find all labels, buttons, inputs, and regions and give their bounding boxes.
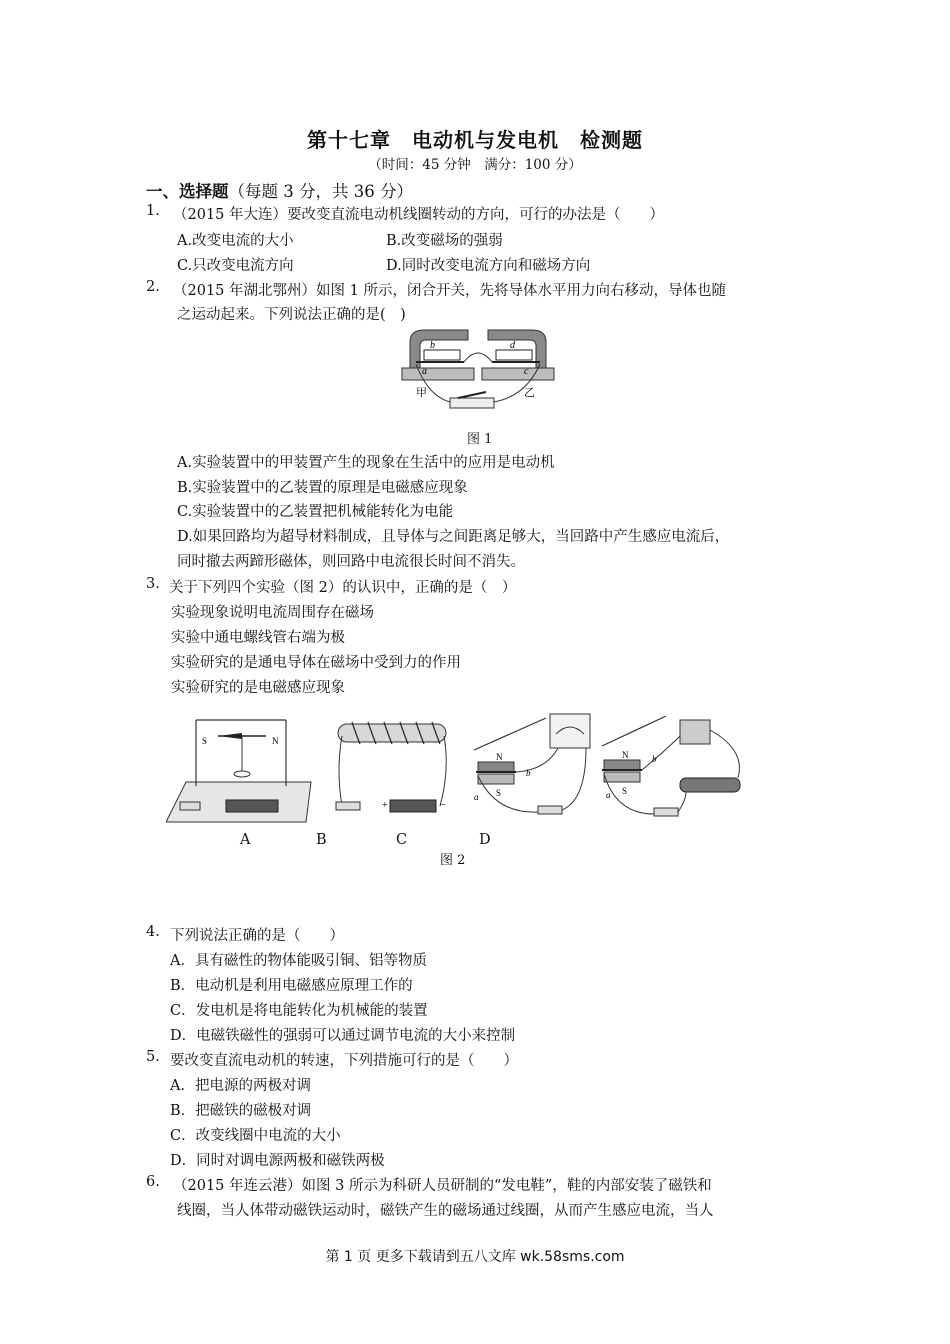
q2-option-c: C.实验装置中的乙装置把机械能转化为电能 (177, 504, 454, 520)
figure-2-caption: 图 2 (440, 853, 466, 868)
q3-number: 3. (146, 576, 160, 592)
label-yi: 乙 (524, 387, 535, 399)
label-b: b (430, 340, 435, 351)
label-a-d2: a (606, 790, 611, 800)
experiment-d-rheostat (602, 716, 740, 816)
rheostat (680, 778, 740, 792)
label-plus: + (382, 800, 388, 811)
label-c: c (524, 366, 529, 377)
galvanometer (550, 714, 590, 748)
battery-bc (390, 800, 436, 812)
q1-option-d: D.同时改变电流方向和磁场方向 (386, 258, 591, 274)
q1-option-a: A.改变电流的大小 (177, 233, 294, 249)
q4-stem: 下列说法正确的是（ ） (170, 928, 344, 944)
q4-option-b: B．电动机是利用电磁感应原理工作的 (170, 978, 413, 994)
q5-option-a: A．把电源的两极对调 (170, 1078, 311, 1094)
page-title: 第十七章 电动机与发电机 检测题 (307, 128, 643, 152)
q3-stem: 关于下列四个实验（图 2）的认识中，正确的是（ ） (169, 580, 517, 596)
q3-statement-3: 实验研究的是通电导体在磁场中受到力的作用 (171, 655, 461, 671)
switch-lever (458, 392, 486, 398)
q6-stem-line1: （2015 年连云港）如图 3 所示为科研人员研制的“发电鞋”，鞋的内部安装了磁铁和 (173, 1178, 712, 1194)
q5-number: 5. (146, 1049, 160, 1065)
q2-number: 2. (146, 279, 160, 295)
q1-option-b: B.改变磁场的强弱 (386, 233, 503, 249)
battery-a (226, 800, 278, 812)
figure-2-letter-b: B (316, 832, 327, 848)
q2-option-d-line1: D.如果回路均为超导材料制成，且导体与之间距离足够大，当回路中产生感应电流后， (177, 529, 730, 545)
switch-a (180, 802, 200, 810)
label-a-d1: a (474, 792, 479, 802)
q4-number: 4. (146, 924, 160, 940)
switch-base (450, 398, 494, 408)
right-base (482, 368, 554, 380)
exam-meta: （时间：45 分钟 满分：100 分） (368, 157, 582, 173)
battery-d2 (680, 720, 710, 744)
experiment-d-galvanometer (474, 714, 590, 814)
left-base (402, 368, 474, 380)
q1-number: 1. (146, 203, 160, 219)
q6-stem-line2: 线圈，当人体带动磁铁运动时，磁铁产生的磁场通过线圈，从而产生感应电流，当人 (177, 1203, 714, 1219)
label-b-d1: b (526, 768, 531, 778)
q4-option-a: A．具有磁性的物体能吸引铜、铝等物质 (170, 953, 427, 969)
q6-number: 6. (146, 1174, 160, 1190)
section-heading (146, 178, 413, 202)
experiment-b-c (336, 722, 446, 812)
switch-bc (336, 802, 360, 810)
q2-stem-line1: （2015 年湖北鄂州）如图 1 所示，闭合开关，先将导体水平用力向右移动，导体也随 (173, 283, 726, 299)
label-n-d1: N (496, 752, 503, 762)
q5-option-c: C．改变线圈中电流的大小 (170, 1128, 341, 1144)
q2-stem-line2: 之运动起来。下列说法正确的是( ) (177, 307, 406, 323)
label-n-d2: N (622, 750, 629, 760)
q3-statement-1: 实验现象说明电流周围存在磁场 (171, 605, 374, 621)
q5-option-b: B．把磁铁的磁极对调 (170, 1103, 312, 1119)
label-jia: 甲 (416, 387, 427, 399)
label-n-a: N (272, 736, 279, 746)
section-title: 一、选择题 (146, 182, 229, 201)
experiment-a (166, 720, 311, 822)
q1-option-c: C.只改变电流方向 (177, 258, 294, 274)
label-d: d (510, 340, 515, 351)
figure-1-caption: 图 1 (467, 432, 493, 447)
section-note: （每题 3 分，共 36 分） (228, 182, 413, 201)
q1-stem: （2015 年大连）要改变直流电动机线圈转动的方向，可行的办法是（ ） (173, 207, 665, 223)
q4-option-d: D．电磁铁磁性的强弱可以通过调节电流的大小来控制 (170, 1028, 516, 1044)
label-b-d2: b (652, 754, 657, 764)
q5-stem: 要改变直流电动机的转速，下列措施可行的是（ ） (170, 1053, 518, 1069)
figure-2-diagram (166, 710, 766, 828)
label-minus: − (440, 800, 446, 811)
q3-statement-2: 实验中通电螺线管右端为极 (171, 630, 345, 646)
q2-option-d-line2: 同时撤去两蹄形磁体，则回路中电流很长时间不消失。 (177, 554, 525, 570)
figure-1-diagram (398, 324, 558, 416)
label-s-d2: S (622, 786, 628, 796)
q2-option-a: A.实验装置中的甲装置产生的现象在生活中的应用是电动机 (177, 455, 555, 471)
figure-2-letter-c: C (396, 832, 408, 848)
q5-option-d: D．同时对调电源两极和磁铁两极 (170, 1153, 385, 1169)
label-s-a: S (202, 736, 208, 746)
label-s-d1: S (496, 788, 502, 798)
q2-option-b: B.实验装置中的乙装置的原理是电磁感应现象 (177, 480, 468, 496)
label-a: a (422, 366, 427, 377)
figure-2-letter-a: A (240, 832, 251, 848)
q3-statement-4: 实验研究的是电磁感应现象 (171, 680, 345, 696)
figure-2-letter-d: D (479, 832, 491, 848)
q4-option-c: C．发电机是将电能转化为机械能的装置 (170, 1003, 428, 1019)
page-footer[interactable]: 第 1 页 更多下载请到五八文库 wk.58sms.com (325, 1249, 625, 1265)
